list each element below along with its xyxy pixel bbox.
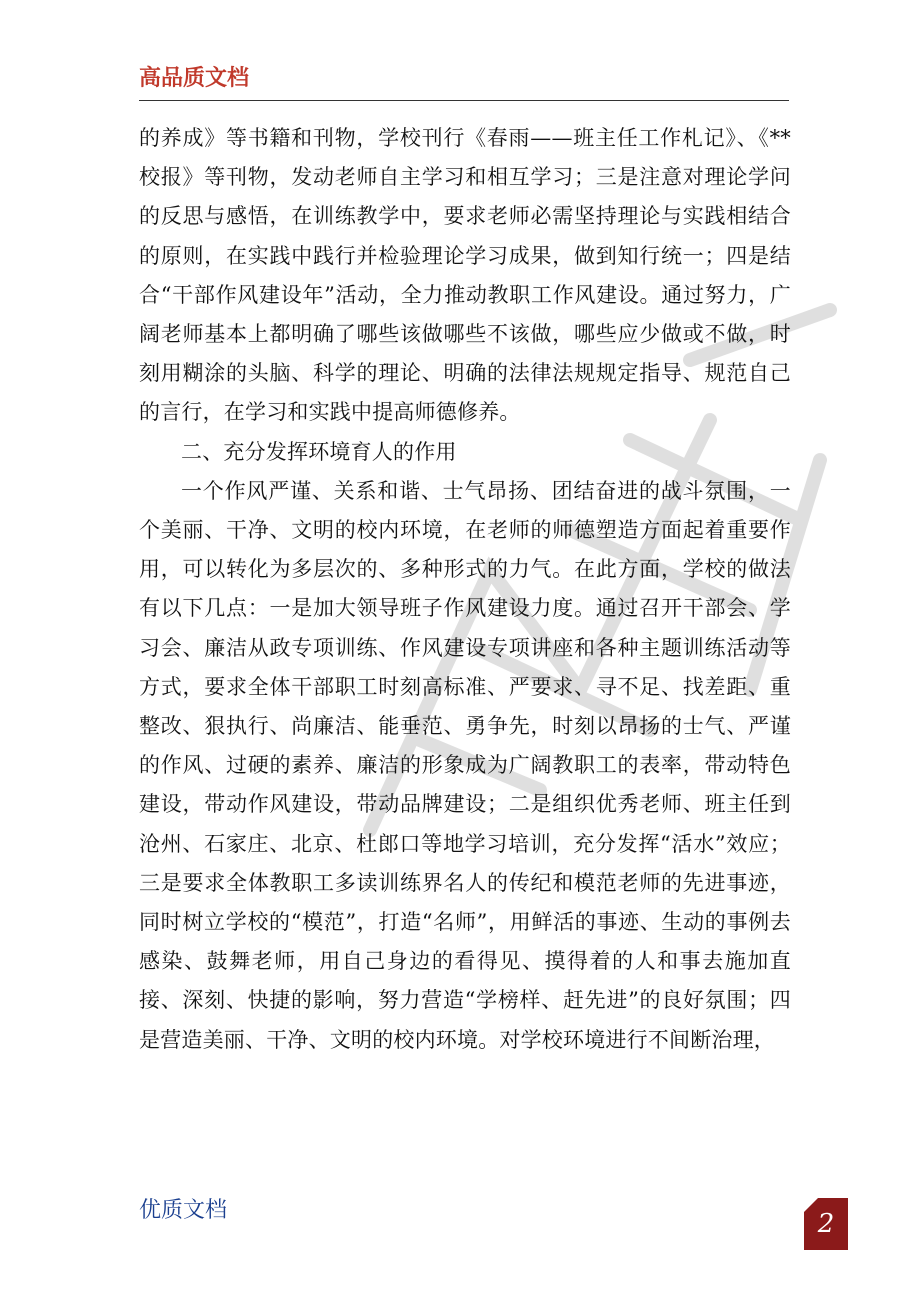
page-number-badge: 2: [804, 1198, 848, 1250]
page-number-corner: [804, 1198, 818, 1212]
document-body: [139, 119, 791, 1060]
header-divider: [139, 100, 789, 101]
header-title: 高品质文档: [139, 66, 250, 91]
section-heading: 二、充分发挥环境育人的作用: [181, 439, 457, 464]
footer-title: 优质文档: [139, 1198, 228, 1223]
paragraph-environment: 一个作风严谨、关系和谐、士气昂扬、团结奋进的战斗氛围，一个美丽、干净、文明的校内环境，在老师的师德塑造方面起着重要作用，可以转化为多层次的、多种形式的力气。在此方面，学校的做法有以下几点：一是加大领导班子作风建设力度。通过召开干部会、学习会、廉洁从政专项训练、作风建设专项讲座和各种主题训练活动等方式，要求全体干部职工时刻高标准、严要求、寻不足、找差距、重整改、狠执行、尚廉洁、能垂范、勇争先，时刻以昂扬的士气、严谨的作风、过硬的素养、廉洁的形象成为广阔教职工的表率，带动特色建设，带动作风建设，带动品牌建设；二是组织优秀老师、班主任到沧州、石家庄、北京、杜郎口等地学习培训，充分发挥“活水”效应；三是要求全体教职工多读训练界名人的传纪和模范老师的先进事迹，同时树立学校的“模范”，打造“名师”，用鲜活的事迹、生动的事例去感染、鼓舞老师，用自己身边的看得见、摸得着的人和事去施加直接、深刻、快捷的影响，努力营造“学榜样、赶先进”的良好氛围；四是营造美丽、干净、文明的校内环境。对学校环境进行不间断治理，: [139, 478, 791, 1052]
paragraph-continuation: 的养成》等书籍和刊物，学校刊行《春雨——班主任工作札记》、《**校报》等刊物，发动老师自主学习和相互学习；三是注意对理论学问的反思与感悟，在训练教学中，要求老师必需坚持理论与实践相结合的原则，在实践中践行并检验理论学习成果，做到知行统一；四是结合“干部作风建设年”活动，全力推动教职工作风建设。通过努力，广阔老师基本上都明确了哪些该做哪些不该做，哪些应少做或不做，时刻用糊涂的头脑、科学的理论、明确的法律法规规定指导、规范自己的言行，在学习和实践中提高师德修养。: [139, 126, 791, 425]
